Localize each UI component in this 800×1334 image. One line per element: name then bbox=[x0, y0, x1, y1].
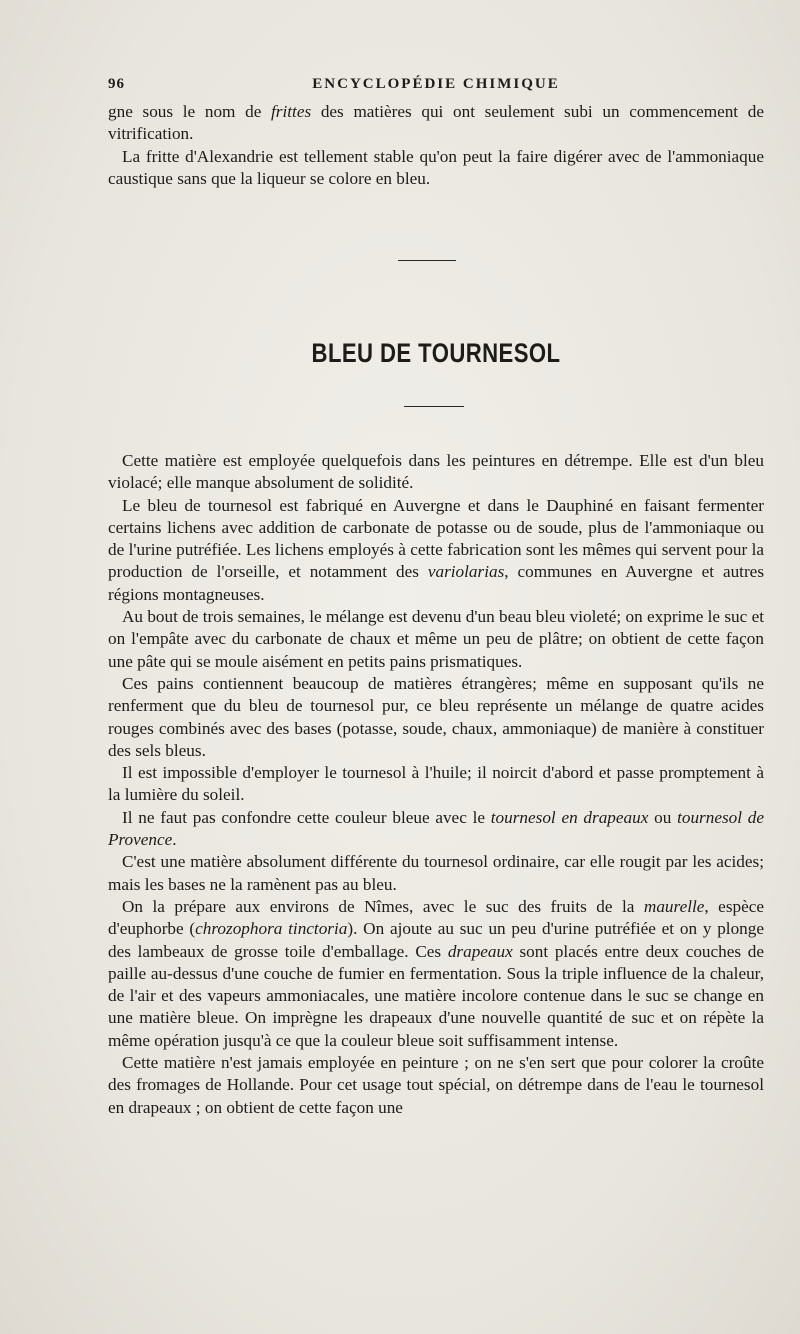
continued-text bbox=[108, 101, 764, 190]
separator-rule bbox=[404, 406, 464, 407]
page-number: 96 bbox=[108, 76, 125, 92]
paragraph: Au bout de trois semaines, le mélange est devenu d'un beau bleu violeté; on exprime le suc et on l'empâte avec du carbonate de chaux et même un peu de plâtre; on obtient de cette façon une pâte qui se moule aisément en petits pains prismatiques. bbox=[108, 607, 764, 671]
paragraph: Il ne faut pas confondre cette couleur bleue avec le tournesol en drapeaux ou tournesol de Provence. bbox=[108, 807, 764, 850]
paragraph: Cette matière n'est jamais employée en peinture ; on ne s'en sert que pour colorer la croûte des fromages de Hollande. Pour cet usage tout spécial, on détrempe dans de l'eau le tournesol en drapeaux ; on obtient de cette façon une bbox=[108, 1053, 764, 1117]
paragraph: Cette matière est employée quelquefois dans les peintures en détrempe. Elle est d'un bleu violacé; elle manque absolument de solidité. bbox=[108, 451, 764, 493]
frittes-text: gne sous le nom de frittes des matières qui ont seulement subi un commencement de vitrification. bbox=[108, 102, 764, 144]
paragraph: On la prépare aux environs de Nîmes, avec le suc des fruits de la maurelle, espèce d'euphorbe (chrozophora tinctoria). On ajoute au suc un peu d'urine putréfiée et on y plonge des lambeaux de grosse toile d'emballage. Ces drapeaux sont placés entre deux couches de paille au-dessus d'une couche de fumier en fermentation. Sous la triple influence de la chaleur, de l'air et des vapeurs ammoniacales, une matière incolore contenue dans le suc se change en une matière bleue. On imprègne les drapeaux d'une nouvelle quantité de suc et on répète la même opération jusqu'à ce que la couleur bleue soit suffisamment intense. bbox=[108, 896, 764, 1050]
paragraph: C'est une matière absolument différente du tournesol ordinaire, car elle rougit par les acides; mais les bases ne la ramènent pas au bleu. bbox=[108, 852, 764, 894]
paragraph: Ces pains contiennent beaucoup de matières étrangères; même en supposant qu'ils ne renferment que du bleu de tournesol pur, ce bleu représente un mélange de quatre acides rouges combinés avec des bases (potasse, soude, chaux, ammoniaque) de manière à constituer des sels bleus. bbox=[108, 673, 764, 760]
paragraph-continued bbox=[108, 101, 764, 146]
paragraph: Le bleu de tournesol est fabriqué en Auvergne et dans le Dauphiné en faisant fermenter certains lichens avec addition de carbonate de potasse ou de soude, plus de l'ammoniaque ou de l'urine putréfiée. Les lichens employés à cette fabrication sont les mêmes qui servent pour la production de l'orseille, et notamment des variolarias, communes en Auvergne et autres régions montagneuses. bbox=[108, 495, 765, 604]
paragraph: Il est impossible d'employer le tournesol à l'huile; il noircit d'abord et passe promptement à la lumière du soleil. bbox=[108, 763, 764, 805]
page-header bbox=[108, 76, 764, 98]
section-body bbox=[108, 450, 764, 1119]
running-title: ENCYCLOPÉDIE CHIMIQUE bbox=[312, 76, 560, 92]
section-title: BLEU DE TOURNESOL bbox=[311, 338, 561, 368]
separator-rule bbox=[398, 260, 456, 261]
paragraph-fritte-alexandrie: La fritte d'Alexandrie est tellement stable qu'on peut la faire digérer avec de l'ammoniaque caustique sans que la liqueur se colore en bleu. bbox=[108, 146, 764, 188]
